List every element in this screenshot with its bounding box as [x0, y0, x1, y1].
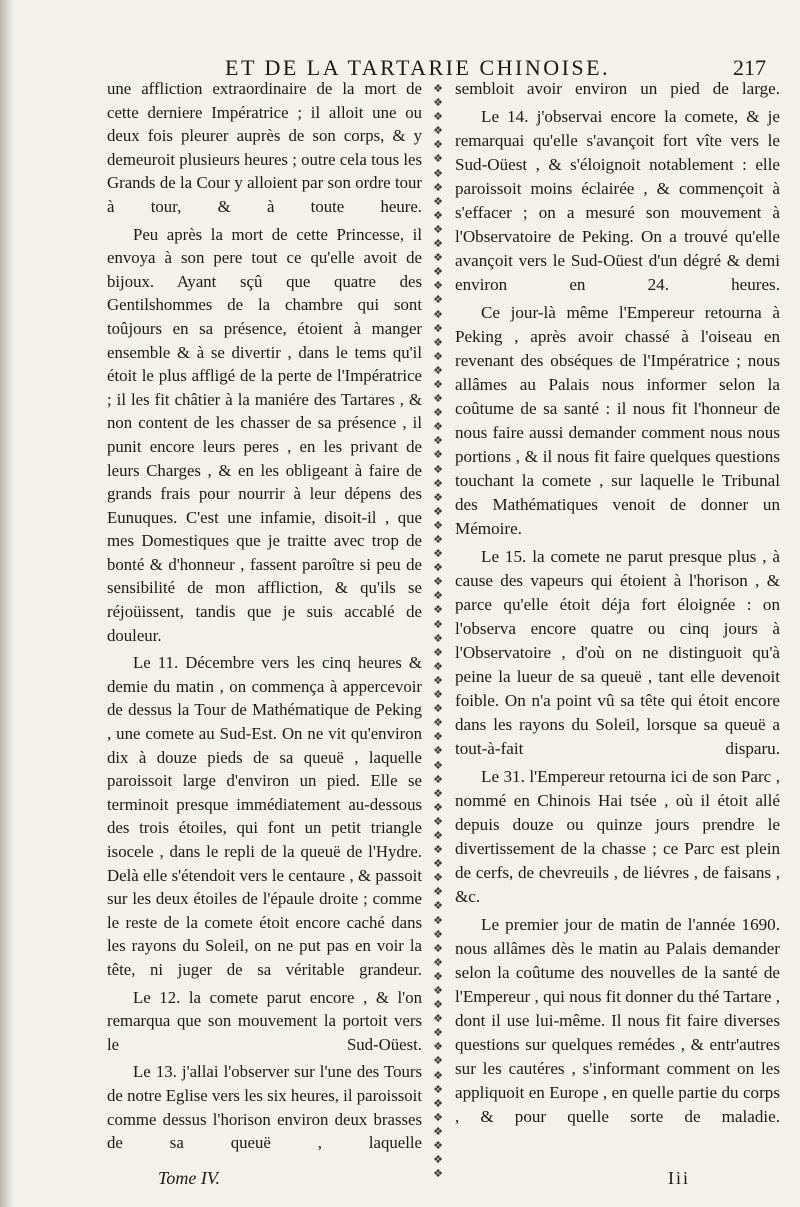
running-head: ET DE LA TARTARIE CHINOISE.	[225, 55, 611, 80]
page-gutter-shadow	[0, 0, 14, 1207]
paragraph: sembloit avoir environ un pied de large.	[455, 79, 780, 98]
volume-label: Tome IV.	[158, 1168, 221, 1188]
paragraph: Le 12. la comete parut encore , & l'on remarqua que son mouvement la portoit vers le Sud-Oüest.	[107, 987, 422, 1054]
ornamental-column-divider: ❖ ❖ ❖ ❖ ❖ ❖ ❖ ❖ ❖ ❖ ❖ ❖ ❖ ❖ ❖ ❖ ❖ ❖ ❖ ❖ ❖ ❖ ❖ ❖ ❖ ❖ ❖ ❖ ❖ ❖ ❖ ❖ ❖ ❖ ❖ ❖ ❖ ❖ ❖ ❖ ❖ ❖ ❖ ❖ ❖ ❖ ❖ ❖ ❖ ❖ ❖ ❖ ❖ ❖ ❖ ❖ ❖ ❖ ❖ ❖ ❖ ❖ ❖ ❖ ❖ ❖ ❖ ❖ ❖ ❖ ❖ ❖ ❖ ❖ ❖ ❖ ❖ ❖	[433, 82, 443, 1181]
paragraph: Le 15. la comete ne parut presque plus , à cause des vapeurs qui étoient à l'horison , & parce qu'elle étoit déja fort éloignée : on l'observa encore quatre ou cinq jours à l'Observatoire , d'où on ne distinguoit qu'à peine la lueur de sa queuë , tant elle devenoit foible. On n'a point vû sa tête qui étoit encore dans les rayons du Soleil, lorsque sa queuë a tout-à-fait disparu.	[455, 547, 780, 758]
paragraph: Le 31. l'Empereur retourna ici de son Parc , nommé en Chinois Hai tsée , où il étoit allé depuis douze ou quinze jours prendre le divertissement de la chasse ; ce Parc est plein de cerfs, de chevreuils , de liévres , de faisans , &c.	[455, 767, 780, 906]
page-number: 217	[733, 55, 766, 80]
paragraph: Peu après la mort de cette Princesse, il envoya à son pere tout ce qu'elle avoit de bijoux. Ayant sçû que quatre des Gentilshommes de la chambre qui sont toûjours en sa présence, étoient à manger ensemble & à se divertir , dans le tems qu'il étoit le plus affligé de la perte de l'Impératrice ; il les fit châtier à la maniére des Tartares , & non content de les chasser de sa présence , il punit encore leurs peres , en les privant de leurs Charges , & en les obligeant à faire de grands frais pour nourrir à leur dépens des Eunuques. C'est une infamie, disoit-il , que mes Domestiques que je traitte avec trop de bonté & d'honneur , fassent paroître si peu de sensibilité de mon affliction, & qu'ils se réjoüissent, tandis que je suis accablé de douleur.	[107, 224, 422, 645]
left-column	[107, 77, 422, 1155]
paragraph: Le 14. j'observai encore la comete, & je remarquai qu'elle s'avançoit fort vîte vers le Sud-Oüest , & s'éloignoit notablement : elle paroissoit moins éclairée , & commençoit à s'effacer ; on a mesuré son mouvement à l'Observatoire de Peking. On a trouvé qu'elle avançoit vers le Sud-Oüest d'un dégré & demi environ en 24. heures.	[455, 107, 780, 294]
signature-mark: Iii	[668, 1168, 690, 1188]
paragraph: Le premier jour de matin de l'année 1690. nous allâmes dès le matin au Palais demander selon la coûtume des nouvelles de la santé de l'Empereur , qui nous fit donner du thé Tartare , dont il use lui-même. Il nous fit faire diverses questions sur quelques remédes , & entr'autres sur les cautéres , s'informant comment on les appliquoit en Europe , en quelle partie du corps , & pour quelle sorte de maladie.	[455, 915, 780, 1126]
right-column	[455, 77, 780, 1129]
paragraph: une affliction extraordinaire de la mort de cette derniere Impératrice ; il alloit une ou deux fois pleurer auprès de son corps, & y demeuroit plusieurs heures ; outre cela tous les Grands de la Cour y alloient par son ordre tour à tour, & à toute heure.	[107, 79, 422, 216]
paragraph: Ce jour-là même l'Empereur retourna à Peking , après avoir chassé à l'oiseau en revenant des obséques de l'Impératrice ; nous allâmes au Palais nous informer selon la coûtume de sa santé : il nous fit l'honneur de nous faire aussi demander comment nous nous portions , & il nous fit faire quelques questions touchant la comete , sur laquelle le Tribunal des Mathématiques venoit de donner un Mémoire.	[455, 303, 780, 538]
paragraph: Le 11. Décembre vers les cinq heures & demie du matin , on commença à appercevoir de dessus la Tour de Mathématique de Peking , une comete au Sud-Est. On ne vit qu'environ dix à douze pieds de sa queuë , laquelle paroissoit large d'environ un pied. Elle se terminoit presque immédiatement au-dessous des trois étoiles, qui font un petit triangle isocele , dans le repli de la queuë de l'Hydre. Delà elle s'étendoit vers le centaure , & passoit sur les deux étoiles de l'épaule droite ; comme le reste de la comete étoit encore caché dans les rayons du Soleil, on ne put pas en voir la tête, ni juger de sa véritable grandeur.	[107, 653, 422, 979]
paragraph: Le 13. j'allai l'observer sur l'une des Tours de notre Eglise vers les six heures, il paroissoit comme dessus l'horison environ deux brasses de sa queuë , laquelle	[107, 1062, 422, 1153]
